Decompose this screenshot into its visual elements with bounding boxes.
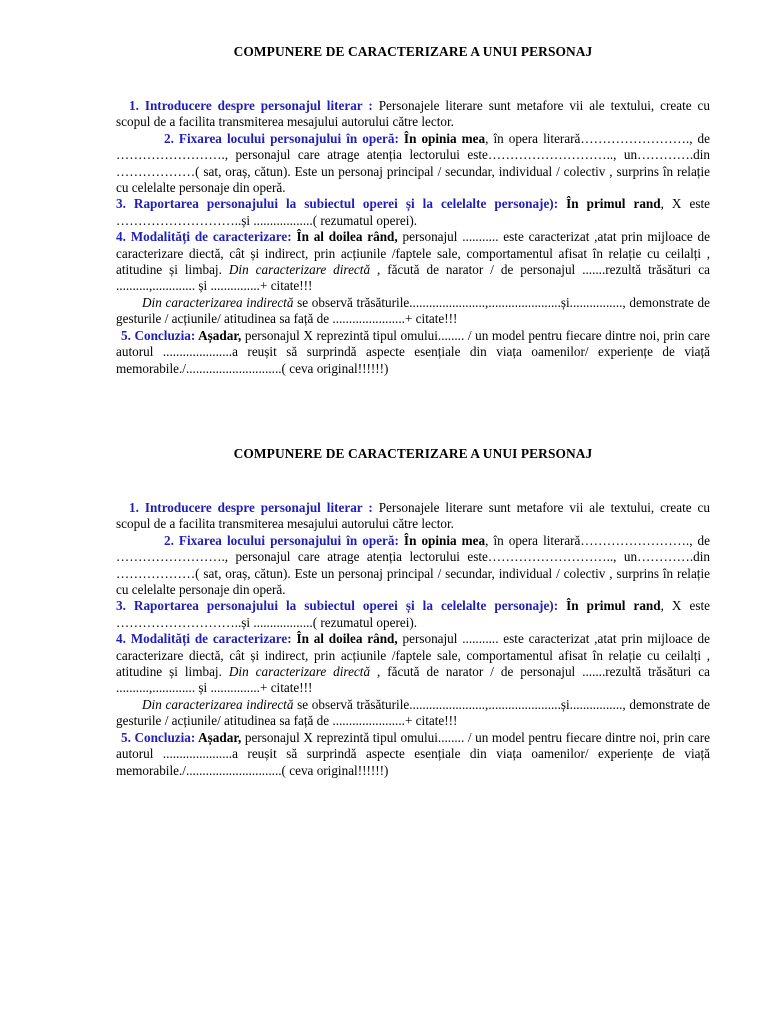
heading-conclusion: 5. Concluzia: [121,327,196,343]
paragraph-text: , făcută de narator / de personajul .......rezultă trăsături ca ..........,............. și ...............+ citate!!! [116,262,711,294]
document-title: COMPUNERE DE CARACTERIZARE A UNUI PERSONAJ [233,446,593,461]
document-title: COMPUNERE DE CARACTERIZARE A UNUI PERSONAJ [233,44,593,59]
bold-phrase: Așadar, [195,327,242,343]
composition-block [116,446,710,779]
italic-phrase: Din caracterizarea indirectă [142,696,294,712]
heading-conclusion: 5. Concluzia: [121,729,196,745]
italic-phrase: Din caracterizare directă [228,262,371,278]
paragraph-text: , în opera literară……………………., de ……………………., personajul care atrage atenția lectorului este……………………….., un………….din ………………( sat, oraș, cătun). Este un personaj principal / secundar, individual / colectiv , surprins în relație cu celelalte personaje din operă. [116,130,710,196]
paragraph-placement [116,533,710,599]
bold-phrase: Așadar, [195,729,242,745]
paragraph-text: Personajele literare sunt metafore vii ale textului, create cu scopul de a facilita transmiterea mesajului autorului către lector. [116,98,710,130]
paragraph-relation [116,598,710,631]
heading-placement: 2. Fixarea locului personajului în operă: [164,130,399,146]
paragraph-text: personajul ........... este caracterizat ,atat prin mijloace de caracterizare diectă, cât și indirect, prin acțiunile /faptele sale, comportamentul afisat în relație cu ceilalți , atitudine și limbaj. [116,229,711,278]
heading-relation: 3. Raportarea personajului la subiectul operei și la celelalte personaje): [116,598,559,614]
paragraph-indirect [116,295,710,328]
bold-phrase: În al doilea rând, [291,229,398,245]
paragraph-placement [116,131,710,197]
italic-phrase: Din caracterizarea indirectă [142,294,294,310]
heading-introduction: 1. Introducere despre personajul literar : [129,500,373,515]
heading-relation: 3. Raportarea personajului la subiectul operei și la celelalte personaje): [116,196,559,212]
paragraph-relation [116,196,710,229]
paragraph-text: se observă trăsăturile.......................,......................și................, demonstrate de gesturile / acțiunile/ atitudinea sa față de ......................+ citate!!! [116,294,710,327]
paragraph-conclusion [116,730,710,779]
heading-methods: 4. Modalități de caracterizare: [116,631,292,647]
composition-block [116,44,710,377]
heading-methods: 4. Modalități de caracterizare: [116,229,292,245]
paragraph-introduction [116,500,710,533]
paragraph-indirect [116,697,710,730]
italic-phrase: Din caracterizare directă [228,664,371,680]
paragraph-methods [116,631,710,697]
paragraph-introduction [116,98,710,131]
paragraph-conclusion [116,328,710,377]
heading-introduction: 1. Introducere despre personajul literar : [129,98,373,113]
paragraph-text: personajul X reprezintă tipul omului........ / un model pentru fiecare dintre noi, prin care autorul .....................a reușit să surprindă aspecte esențiale din viața oamenilor/ experiențe de viață memorabile./.............................( ceva original!!!!!!) [116,729,710,778]
paragraph-text: personajul X reprezintă tipul omului........ / un model pentru fiecare dintre noi, prin care autorul .....................a reușit să surprindă aspecte esențiale din viața oamenilor/ experiențe de viață memorabile./.............................( ceva original!!!!!!) [116,327,710,376]
heading-placement: 2. Fixarea locului personajului în operă: [164,532,399,548]
paragraph-text: , X este ………………………..și ..................( rezumatul operei). [116,598,710,630]
paragraph-text: , în opera literară……………………., de ……………………., personajul care atrage atenția lectorului este……………………….., un………….din ………………( sat, oraș, cătun). Este un personaj principal / secundar, individual / colectiv , surprins în relație cu celelalte personaje din operă. [116,532,710,598]
paragraph-text: , făcută de narator / de personajul .......rezultă trăsături ca ..........,............. și ...............+ citate!!! [116,664,711,696]
paragraph-text: se observă trăsăturile.......................,......................și................, demonstrate de gesturile / acțiunile/ atitudinea sa față de ......................+ citate!!! [116,696,710,729]
paragraph-text: , X este ………………………..și ..................( rezumatul operei). [116,196,710,228]
bold-phrase: În opinia mea [398,130,486,146]
bold-phrase: În opinia mea [398,532,486,548]
bold-phrase: În primul rand [558,598,661,614]
paragraph-text: personajul ........... este caracterizat ,atat prin mijloace de caracterizare diectă, cât și indirect, prin acțiunile /faptele sale, comportamentul afisat în relație cu ceilalți , atitudine și limbaj. [116,631,711,680]
paragraph-methods [116,229,710,295]
bold-phrase: În al doilea rând, [291,631,398,647]
bold-phrase: În primul rand [558,196,661,212]
paragraph-text: Personajele literare sunt metafore vii ale textului, create cu scopul de a facilita transmiterea mesajului autorului către lector. [116,500,710,532]
